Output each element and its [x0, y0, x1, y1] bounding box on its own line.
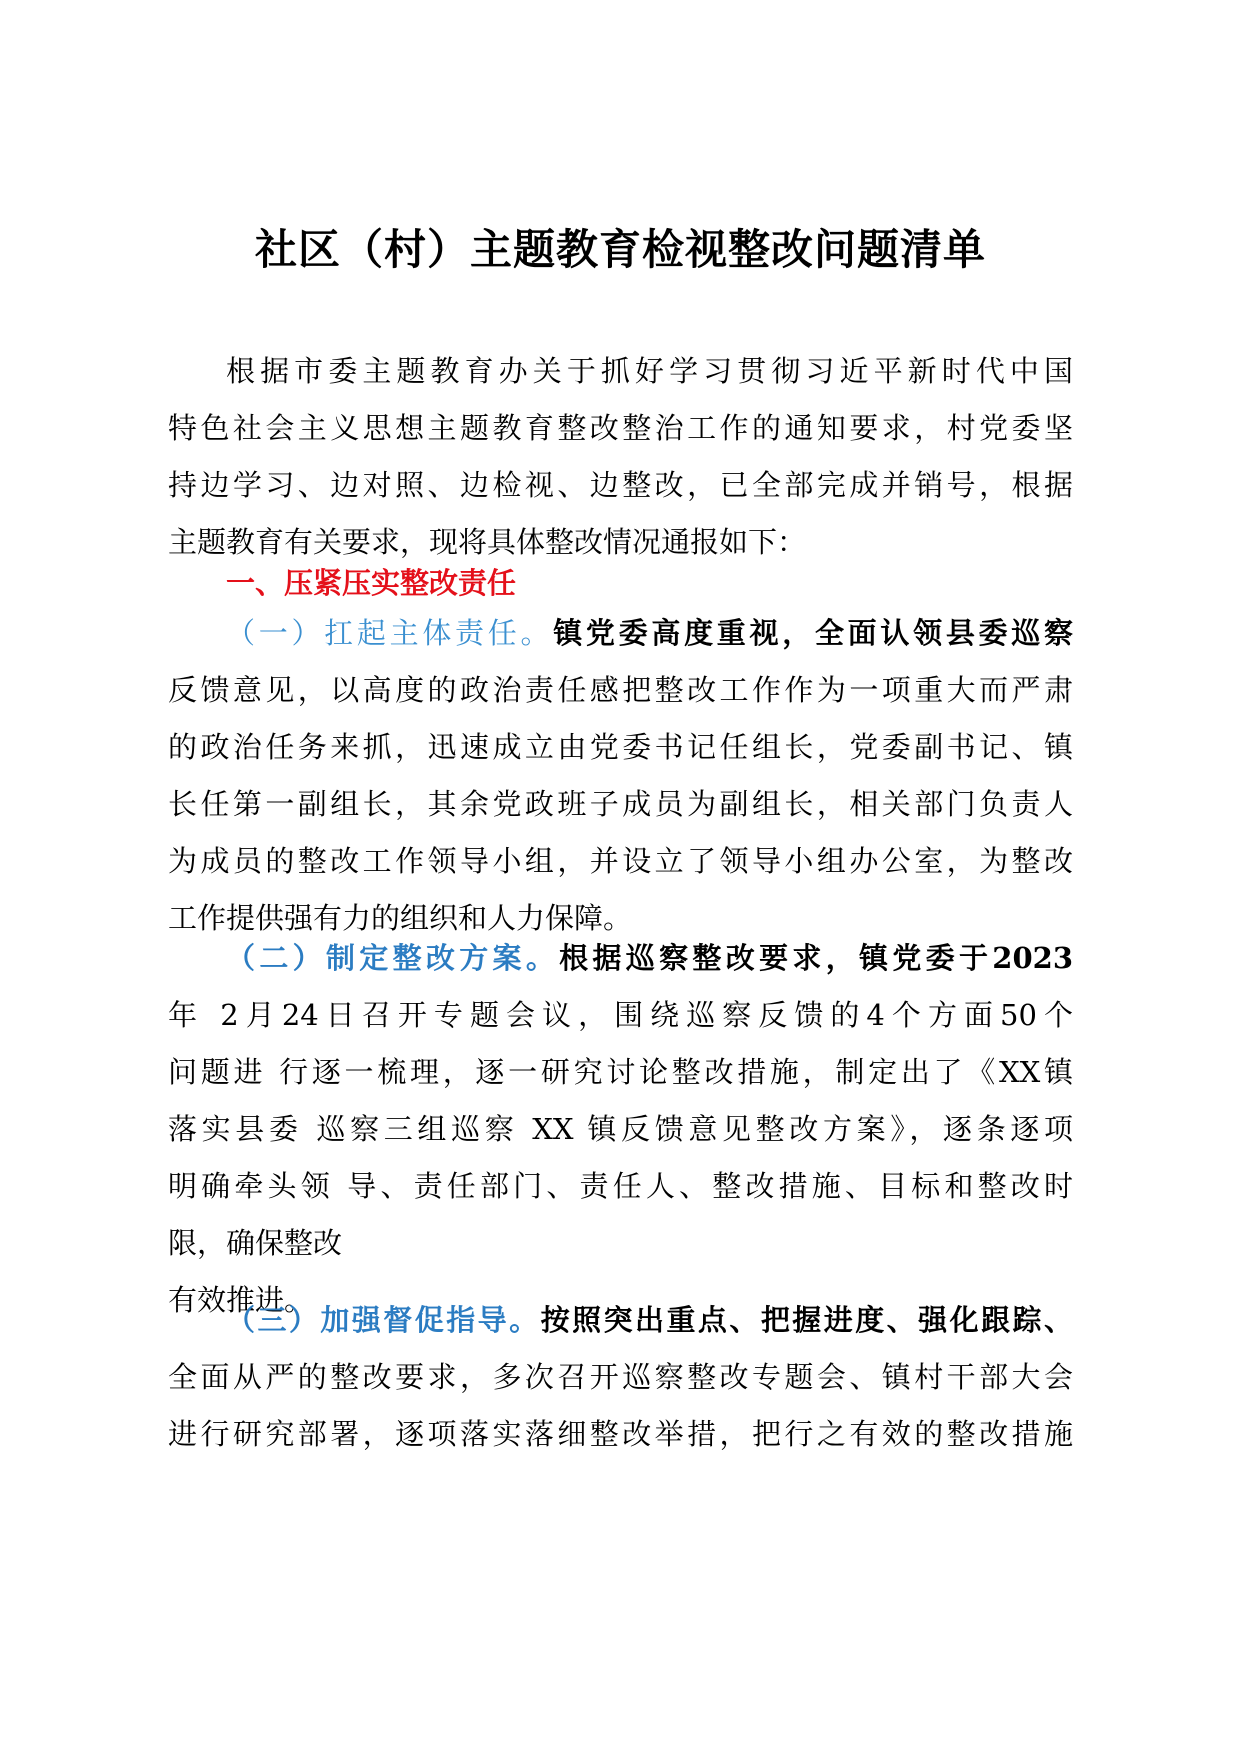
document-page	[168, 0, 1073, 1754]
paragraph-plan	[168, 930, 1073, 1329]
paragraph-first-line	[168, 605, 1073, 662]
paragraph-line: 进行研究部署，逐项落实落细整改举措，把行之有效的整改措施	[168, 1417, 1073, 1451]
subheading: （三）加强督促指导。	[226, 1303, 541, 1337]
paragraph-line: 有效推进。	[168, 1283, 314, 1317]
subheading: （二）制定整改方案。	[226, 941, 560, 975]
paragraph-first-line	[168, 1292, 1073, 1349]
paragraph-line: 工作提供强有力的组织和人力保障。	[168, 901, 633, 935]
intro-line: 持边学习、边对照、边检视、边整改，已全部完成并销号，根据	[168, 468, 1073, 502]
paragraph-line: 问题进 行逐一梳理，逐一研究讨论整改措施，制定出了《XX镇	[168, 1055, 1073, 1089]
paragraph-line: 全面从严的整改要求，多次召开巡察整改专题会、镇村干部大会	[168, 1360, 1073, 1394]
section-heading: 一、压紧压实整改责任	[226, 566, 517, 600]
paragraph-supervision	[168, 1292, 1073, 1463]
intro-line: 主题教育有关要求，现将具体整改情况通报如下：	[168, 525, 807, 559]
intro-line: 特色社会主义思想主题教育整改整治工作的通知要求，村党委坚	[168, 411, 1073, 445]
paragraph-line: 落实县委 巡察三组巡察 XX 镇反馈意见整改方案》，逐条逐项	[168, 1112, 1073, 1146]
paragraph-line: 的政治任务来抓，迅速成立由党委书记任组长，党委副书记、镇	[168, 730, 1073, 764]
intro-paragraph	[168, 343, 1073, 571]
paragraph-text: 镇党委高度重视，全面认领县委巡察	[553, 616, 1073, 650]
paragraph-line: 年 2月24日召开专题会议，围绕巡察反馈的4个方面50个	[168, 998, 1073, 1032]
intro-line: 根据市委主题教育办关于抓好学习贯彻习近平新时代中国	[226, 354, 1073, 388]
subheading: （一）扛起主体责任。	[226, 616, 554, 650]
document-title: 社区（村）主题教育检视整改问题清单	[254, 225, 986, 274]
paragraph-line: 限，确保整改	[168, 1226, 343, 1260]
paragraph-responsibility	[168, 605, 1073, 947]
paragraph-line: 反馈意见，以高度的政治责任感把整改工作作为一项重大而严肃	[168, 673, 1073, 707]
paragraph-first-line	[168, 930, 1073, 987]
paragraph-line: 长任第一副组长，其余党政班子成员为副组长，相关部门负责人	[168, 787, 1073, 821]
paragraph-text: 根据巡察整改要求，镇党委于2023	[559, 941, 1073, 975]
paragraph-line: 为成员的整改工作领导小组，并设立了领导小组办公室，为整改	[168, 844, 1073, 878]
paragraph-line: 明确牵头领 导、责任部门、责任人、整改措施、目标和整改时	[168, 1169, 1073, 1203]
paragraph-text: 按照突出重点、把握进度、强化跟踪、	[540, 1303, 1073, 1337]
